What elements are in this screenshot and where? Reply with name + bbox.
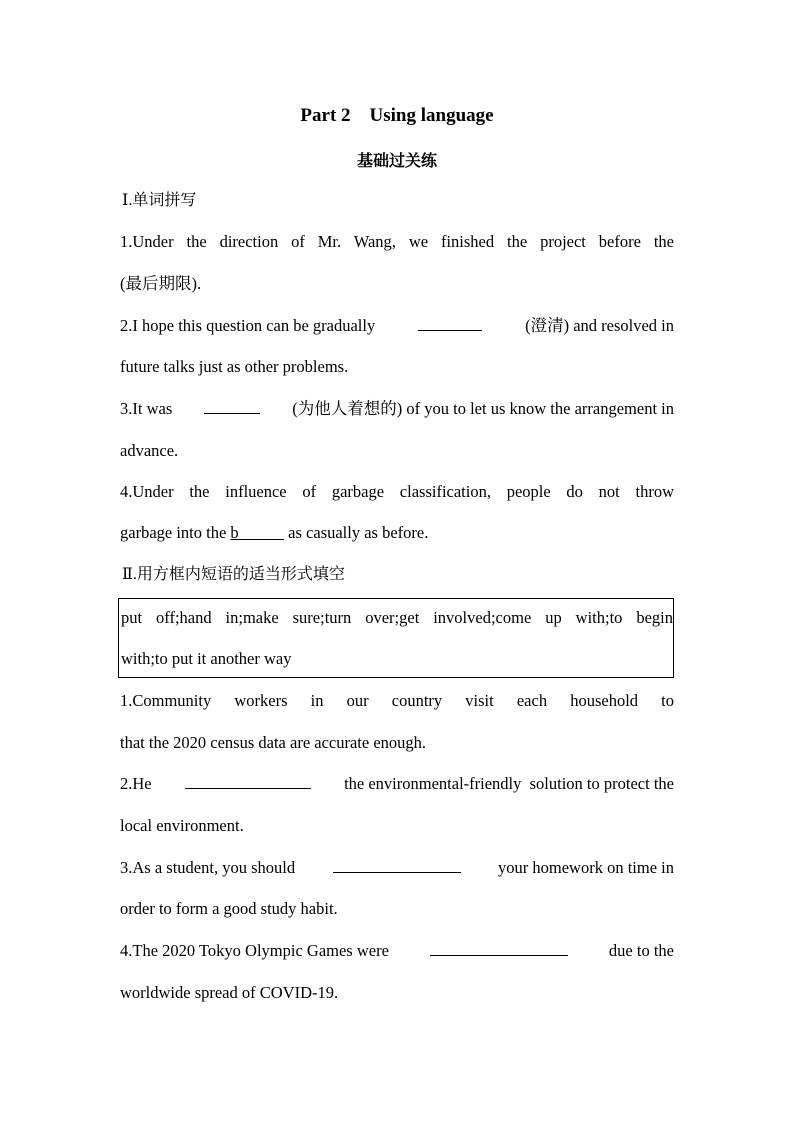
page-title: Part 2 Using language — [300, 105, 494, 126]
s2-q3-line2: order to form a good study habit. — [120, 899, 338, 918]
s2-q2-text-a: 2.He — [120, 774, 152, 793]
s1-q2-line2: future talks just as other problems. — [120, 357, 349, 376]
s1-q3-line2: advance. — [120, 441, 179, 460]
s2-q2-text-b: the environmental-friendly solution to protect the — [344, 774, 674, 793]
s2-q2-blank[interactable] — [185, 773, 311, 789]
s1-q1-line2: (最后期限). — [120, 274, 202, 293]
s1-q4-initial-letter: b — [230, 523, 239, 542]
s1-q3-text-b: (为他人着想的) of you to let us know the arrangement in — [292, 399, 674, 418]
s1-q2-text-b: (澄清) and resolved in — [525, 316, 674, 335]
section-1-heading: Ⅰ.单词拼写 — [122, 192, 197, 209]
s2-q2-line2: local environment. — [120, 816, 244, 835]
s1-q2-text-a: 2.I hope this question can be gradually — [120, 316, 376, 335]
phrase-box — [118, 598, 674, 678]
s1-q4-text-a: garbage into the — [120, 523, 227, 542]
s1-q3-text-a: 3.It was — [120, 399, 173, 418]
s1-q4-text-b: as casually as before. — [288, 523, 429, 542]
s1-q2-line1 — [120, 315, 674, 337]
s1-q4-line1: 4.Under the influence of garbage classification, people do not throw — [120, 482, 674, 501]
s1-q2-blank[interactable] — [418, 315, 482, 331]
s2-q4-blank[interactable] — [430, 940, 568, 956]
phrase-box-line1: put off;hand in;make sure;turn over;get involved;come up with;to begin — [121, 608, 673, 627]
s2-q4-line1 — [120, 940, 674, 962]
s2-q3-line1 — [120, 857, 674, 879]
s2-q2-line1 — [120, 773, 674, 795]
s2-q1-line2: that the 2020 census data are accurate enough. — [120, 733, 427, 752]
s1-q4-line2 — [120, 522, 674, 544]
page-subtitle: 基础过关练 — [356, 153, 437, 170]
s2-q3-text-b: your homework on time in — [498, 858, 674, 877]
s1-q4-blank[interactable] — [230, 523, 284, 542]
s2-q4-line2: worldwide spread of COVID-19. — [120, 983, 339, 1002]
phrase-box-line2: with;to put it another way — [121, 649, 292, 668]
s2-q4-text-b: due to the — [608, 941, 674, 960]
s2-q4-text-a: 4.The 2020 Tokyo Olympic Games were — [120, 941, 389, 960]
section-2-heading: Ⅱ.用方框内短语的适当形式填空 — [122, 566, 345, 583]
s2-q3-blank[interactable] — [333, 857, 461, 873]
s1-q3-line1 — [120, 398, 674, 420]
s2-q3-text-a: 3.As a student, you should — [120, 858, 296, 877]
s1-q3-blank[interactable] — [204, 398, 260, 414]
s2-q1-line1: 1.Community workers in our country visit each household to — [120, 691, 674, 710]
s1-q1-line1: 1.Under the direction of Mr. Wang, we finished the project before the — [120, 232, 674, 251]
